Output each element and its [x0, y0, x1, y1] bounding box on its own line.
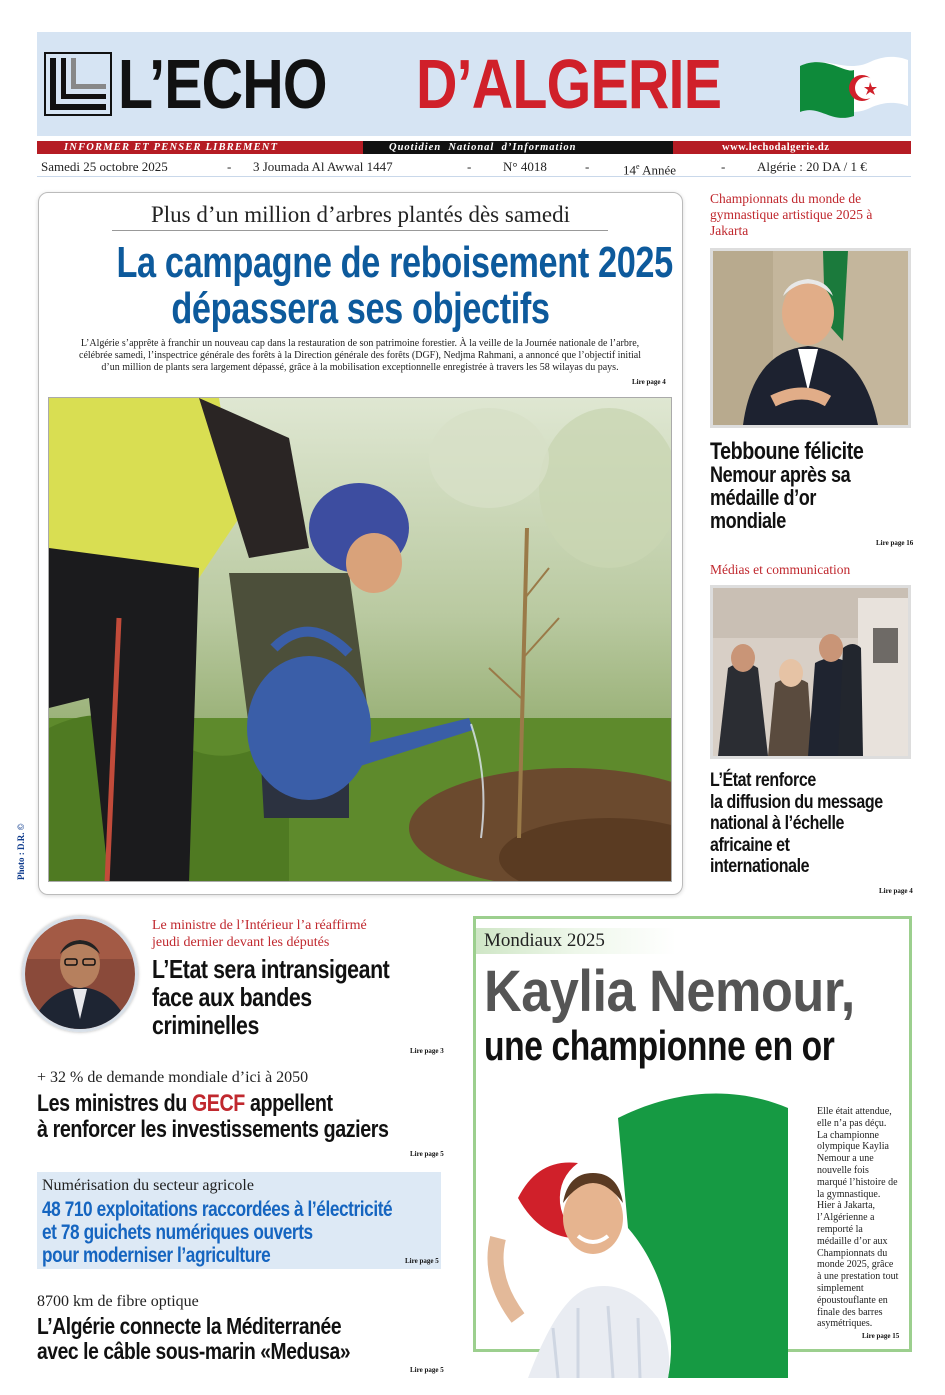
- agri-story-kicker: Numérisation du secteur agricole: [42, 1177, 254, 1194]
- nemour-story-kicker: Mondiaux 2025: [484, 930, 605, 951]
- sidebar-story1-title-line4: mondiale: [710, 508, 786, 533]
- daily-label: Quotidien National d’Information: [389, 142, 577, 153]
- nemour-story-title[interactable]: [484, 960, 914, 1068]
- dateline: [37, 157, 911, 177]
- nemour-story-body: Elle était attendue, elle n’a pas déçu. La championne olympique Kaylia Nemour a une nouvelle fois marqué l’histoire de la gymnastique. Hier à Jakarta, l’Algérienne a remporté la médaille d’or aux Championnats du monde 2025, grâce à une prestation tout simplement époustouflante en finale des barres asymétriques.: [817, 1106, 899, 1330]
- main-story-lire[interactable]: Lire page 4: [632, 378, 666, 386]
- agri-story-title-line2: et 78 guichets numériques ouverts: [42, 1221, 313, 1244]
- sidebar-story1-lire[interactable]: Lire page 16: [876, 539, 914, 547]
- gas-story-title[interactable]: [37, 1091, 457, 1143]
- issue-number: N° 4018: [503, 159, 547, 174]
- fiber-story-title-line1: L’Algérie connecte la Méditerranée: [37, 1313, 342, 1339]
- gas-story-title-post: appellent: [244, 1090, 333, 1117]
- dateline-sep: -: [467, 159, 472, 174]
- gecf-label: GECF: [191, 1090, 245, 1117]
- gas-story-title-line2: à renforcer les investissements gaziers: [37, 1116, 389, 1143]
- year-word: Année: [642, 162, 677, 178]
- date: Samedi 25 octobre 2025: [41, 159, 168, 174]
- sidebar-story2-title-line2: la diffusion du message: [710, 790, 883, 813]
- main-story-title[interactable]: [38, 240, 683, 332]
- minister-photo: [22, 916, 138, 1032]
- interior-story-kicker: [152, 917, 367, 951]
- main-story-title-line2: dépassera ses objectifs: [171, 284, 550, 333]
- sidebar-story2-kicker: Médias et communication: [710, 562, 851, 577]
- sidebar-story1-kicker: Championnats du monde de gymnastique artistique 2025 à Jakarta: [710, 191, 873, 238]
- dateline-sep: -: [227, 159, 232, 174]
- sidebar-story1-title-line1: Tebboune félicite: [710, 438, 864, 465]
- price: Algérie : 20 DA / 1 €: [757, 159, 867, 174]
- nemour-story-lire[interactable]: Lire page 15: [862, 1332, 900, 1340]
- dateline-sep: -: [721, 159, 726, 174]
- agri-story-title-line1: 48 710 exploitations raccordées à l’électricité: [42, 1198, 393, 1221]
- sidebar-story2-title-line1: L’État renforce: [710, 769, 816, 791]
- year: [623, 157, 676, 180]
- sidebar-story2-title[interactable]: [710, 770, 920, 878]
- sidebar-story2-title-line4: africaine et: [710, 833, 790, 856]
- interior-story-kicker-line1: Le ministre de l’Intérieur l’a réaffirmé: [152, 918, 367, 933]
- interior-story-title-line2: face aux bandes: [152, 982, 312, 1012]
- interior-story-lire[interactable]: Lire page 3: [410, 1047, 444, 1055]
- fiber-story-kicker: 8700 km de fibre optique: [37, 1293, 199, 1310]
- nemour-story-title-line1: Kaylia Nemour,: [484, 959, 855, 1024]
- photo-credit: Photo : D.R. ©: [16, 823, 26, 880]
- masthead-title-red: D’ALGERIE: [416, 45, 722, 123]
- hijri-date: 3 Joumada Al Awwal 1447: [253, 159, 393, 174]
- main-story-title-line1: La campagne de reboisement 2025: [116, 238, 673, 287]
- fiber-story-title[interactable]: [37, 1314, 467, 1364]
- tebboune-photo: [710, 248, 911, 428]
- main-story-kicker: Plus d’un million d’arbres plantés dès samedi: [150, 202, 571, 227]
- sidebar-story2-title-line5: internationale: [710, 855, 810, 877]
- dateline-sep: -: [585, 159, 590, 174]
- sidebar-story1-title[interactable]: [710, 440, 910, 532]
- gas-story-kicker: + 32 % de demande mondiale d’ici à 2050: [37, 1069, 309, 1086]
- gas-story-title-pre: Les ministres du: [37, 1090, 192, 1117]
- agri-story-lire[interactable]: Lire page 5: [405, 1257, 439, 1265]
- algeria-flag-icon: [800, 44, 908, 126]
- main-story-body: L’Algérie s’apprête à franchir un nouveau cap dans la restauration de son patrimoine forestier. À la veille de la Journée nationale de l’arbre, célébrée samedi, l’inspectrice générale des forêts à la Direction générale des forêts (DGF), Nedjma Rahmani, a annoncé que l’objectif initial d’un million de plants sera largement dépassé, grâce à la mobilisation exceptionnelle enregistrée à travers les 58 wilayas du pays.: [79, 338, 641, 373]
- main-story-kicker-line: [112, 230, 608, 231]
- sidebar-story2-title-line3: national à l’échelle: [710, 812, 844, 834]
- sidebar-story1-title-line2: Nemour après sa: [710, 462, 851, 487]
- interior-story-title-line1: L’Etat sera intransigeant: [152, 954, 390, 984]
- interior-story-kicker-line2: jeudi dernier devant les députés: [152, 935, 330, 950]
- fiber-story-lire[interactable]: Lire page 5: [410, 1366, 444, 1374]
- masthead-title-black: L’ECHO: [118, 45, 327, 123]
- gas-story-lire[interactable]: Lire page 5: [410, 1150, 444, 1158]
- nemour-story-title-line2: une championne en or: [484, 1022, 835, 1069]
- nemour-photo: [458, 1078, 812, 1388]
- website-link[interactable]: www.lechodalgerie.dz: [722, 142, 830, 153]
- logo-mark-icon: [44, 52, 112, 116]
- slogan: INFORMER ET PENSER LIBREMENT: [64, 142, 279, 153]
- year-sup: e: [636, 162, 640, 171]
- year-number: 14: [623, 162, 636, 178]
- reforestation-photo: [48, 397, 672, 882]
- fiber-story-title-line2: avec le câble sous-marin «Medusa»: [37, 1338, 351, 1364]
- interior-story-title-line3: criminelles: [152, 1010, 259, 1040]
- agri-story-title-line3: pour moderniser l’agriculture: [42, 1244, 271, 1267]
- agri-story-title[interactable]: [42, 1198, 452, 1267]
- sidebar-story1-title-line3: médaille d’or: [710, 485, 816, 510]
- interior-story-title[interactable]: [152, 955, 452, 1039]
- sidebar-story2-lire[interactable]: Lire page 4: [879, 887, 913, 895]
- media-photo: [710, 585, 911, 759]
